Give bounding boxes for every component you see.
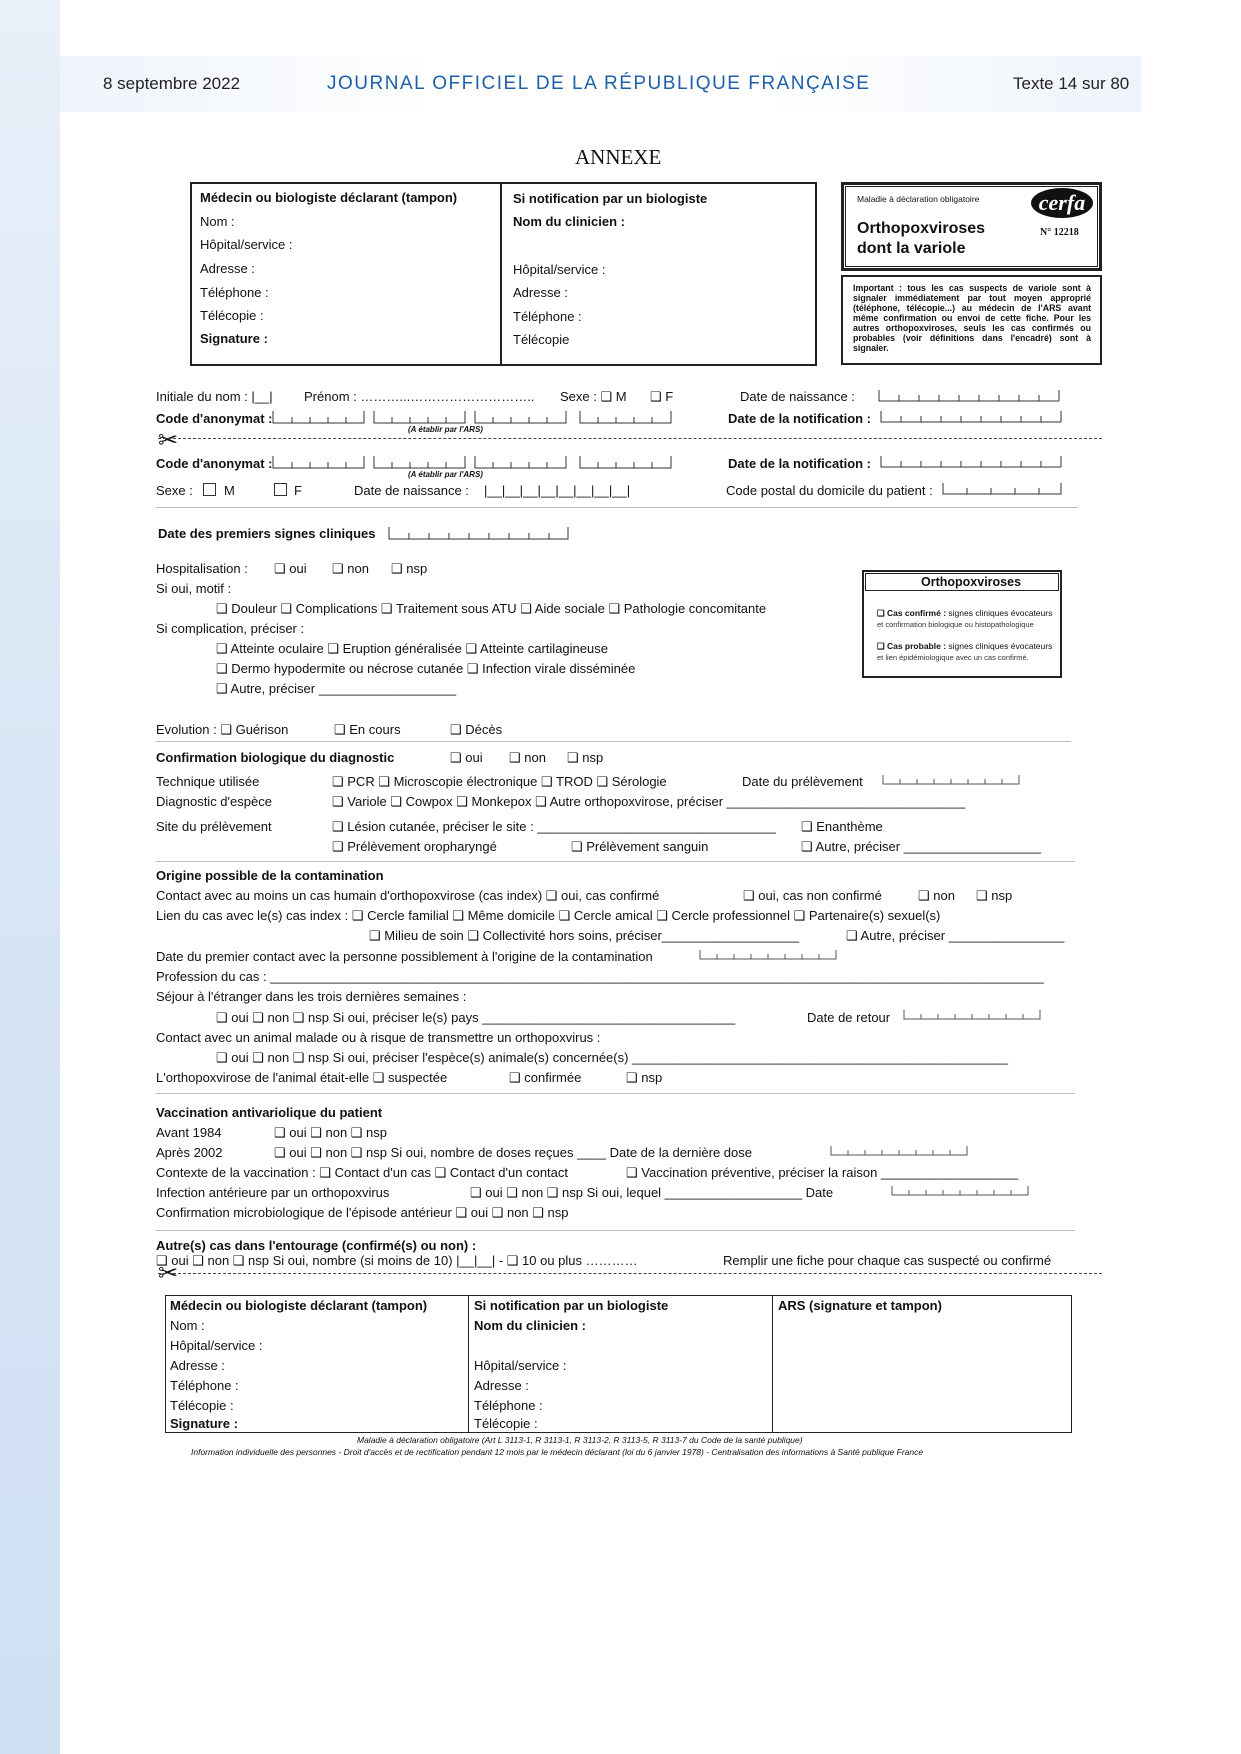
bottom-declarant-telecopie[interactable]: Télécopie :: [170, 1398, 234, 1413]
complication-label: Si complication, préciser :: [156, 621, 305, 636]
evolution-guerison[interactable]: Evolution : ❑ Guérison: [156, 722, 289, 737]
declarant-hopital[interactable]: Hôpital/service :: [200, 237, 293, 252]
origine-title: Origine possible de la contamination: [156, 868, 384, 883]
cas-confirme-text-2: et confirmation biologique ou histopathologique: [877, 620, 1034, 629]
apres-2002-options[interactable]: ❑ oui ❑ non ❑ nsp Si oui, nombre de doses reçues ____ Date de la dernière dose: [274, 1145, 752, 1160]
divider-2: [156, 741, 1071, 742]
biologiste-hopital[interactable]: Hôpital/service :: [513, 262, 606, 277]
evolution-en-cours[interactable]: ❑ En cours: [334, 722, 401, 737]
animal-confirmee[interactable]: ❑ confirmée: [509, 1070, 582, 1085]
date-retour-label: Date de retour: [807, 1010, 891, 1025]
motif-label: Si oui, motif :: [156, 581, 232, 596]
footer-line-1: Maladie à déclaration obligatoire (Art L 3113-1, R 3113-1, R 3113-2, R 3113-5, R 3113-7 du Code de la santé publique): [357, 1435, 803, 1445]
code-postal-boxes[interactable]: [942, 481, 1064, 495]
animal-options[interactable]: ❑ oui ❑ non ❑ nsp Si oui, préciser l'espèce(s) animale(s) concernée(s) ____________________________________________________: [216, 1050, 1009, 1065]
divider-4: [156, 1093, 1075, 1094]
bottom-declarant-telephone[interactable]: Téléphone :: [170, 1378, 239, 1393]
cas-confirme-text: signes cliniques évocateurs: [946, 608, 1053, 618]
profession[interactable]: Profession du cas : ___________________________________________________________________________________________________________: [156, 969, 1044, 984]
sexe-m[interactable]: Sexe : ❑ M: [560, 389, 627, 404]
contact-non-confirme[interactable]: ❑ oui, cas non confirmé: [743, 888, 882, 903]
sexe-2-m-checkbox[interactable]: [203, 483, 216, 496]
bottom-ars-title: ARS (signature et tampon): [778, 1298, 942, 1313]
code-anonymat-2: Code d'anonymat :: [156, 456, 273, 471]
bottom-biologiste-telecopie[interactable]: Télécopie :: [474, 1416, 538, 1431]
lien-cas-index[interactable]: Lien du cas avec le(s) cas index : ❑ Cercle familial ❑ Même domicile ❑ Cercle amical ❑ Cercle professionnel ❑ Partenaire(s) sexuel(s): [156, 908, 941, 923]
technique-options[interactable]: ❑ PCR ❑ Microscopie électronique ❑ TROD ❑ Sérologie: [332, 774, 667, 789]
autres-cas-title: Autre(s) cas dans l'entourage (confirmé(s) ou non) :: [156, 1238, 477, 1253]
cerfa-title-1: Orthopoxviroses: [857, 220, 986, 237]
cas-confirme-label: ❑ Cas confirmé :: [877, 608, 947, 618]
bottom-biologiste-telephone[interactable]: Téléphone :: [474, 1398, 543, 1413]
divider-5: [156, 1230, 1075, 1231]
contact-nsp[interactable]: ❑ nsp: [976, 888, 1013, 903]
site-label: Site du prélèvement: [156, 819, 272, 834]
date-prelevement-boxes[interactable]: [882, 773, 1022, 785]
prenom[interactable]: Prénom : ………...………………………..: [304, 389, 535, 404]
ars-note-2: (A établir par l'ARS): [408, 470, 483, 479]
cut-line-2: [158, 1273, 1102, 1274]
confirmation-oui[interactable]: ❑ oui: [450, 750, 483, 765]
bottom-declarant-title: Médecin ou biologiste déclarant (tampon): [170, 1298, 428, 1313]
site-lesion[interactable]: ❑ Lésion cutanée, préciser le site : _________________________________: [332, 819, 776, 834]
date-prelevement-label: Date du prélèvement: [742, 774, 863, 789]
contexte-vaccination[interactable]: Contexte de la vaccination : ❑ Contact d'un cas ❑ Contact d'un contact: [156, 1165, 569, 1180]
apres-2002-label: Après 2002: [156, 1145, 223, 1160]
definitions-title: Orthopoxviroses: [921, 575, 1022, 589]
lien-cas-index-2[interactable]: ❑ Milieu de soin ❑ Collectivité hors soins, préciser___________________: [369, 928, 800, 943]
diagnostic-label: Diagnostic d'espèce: [156, 794, 272, 809]
left-margin-strip: [0, 0, 60, 1754]
code-anonymat-1: Code d'anonymat :: [156, 411, 273, 426]
date-notification-1-label: Date de la notification :: [728, 411, 872, 426]
bottom-biologiste-title: Si notification par un biologiste: [474, 1298, 669, 1313]
infection-anterieure-options[interactable]: ❑ oui ❑ non ❑ nsp Si oui, lequel ___________________ Date: [470, 1185, 834, 1200]
sexe-f[interactable]: ❑ F: [650, 389, 674, 404]
sexe-2-f: F: [294, 483, 302, 498]
biologiste-telephone[interactable]: Téléphone :: [513, 309, 582, 324]
date-naissance-2-boxes[interactable]: |__|__|__|__|__|__|__|__|: [484, 483, 631, 498]
contact-non[interactable]: ❑ non: [918, 888, 955, 903]
date-notification-2-boxes[interactable]: [880, 454, 1062, 468]
avant-1984-label: Avant 1984: [156, 1125, 222, 1140]
confirmation-nsp[interactable]: ❑ nsp: [567, 750, 604, 765]
bottom-divider-1: [468, 1295, 469, 1433]
confirmation-microbio[interactable]: Confirmation microbiologique de l'épisode antérieur ❑ oui ❑ non ❑ nsp: [156, 1205, 569, 1220]
date-retour-boxes[interactable]: [903, 1008, 1043, 1020]
biologiste-adresse[interactable]: Adresse :: [513, 285, 568, 300]
bottom-biologiste-clinicien[interactable]: Nom du clinicien :: [474, 1318, 586, 1333]
autres-cas-options[interactable]: ❑ oui ❑ non ❑ nsp Si oui, nombre (si moins de 10) |__|__| - ❑ 10 ou plus …………: [156, 1253, 638, 1268]
bottom-table: [165, 1295, 1072, 1433]
site-oropharynge[interactable]: ❑ Prélèvement oropharyngé: [332, 839, 497, 854]
premier-contact-label: Date du premier contact avec la personne possiblement à l'origine de la contamination: [156, 949, 653, 964]
hospitalisation-non[interactable]: ❑ non: [332, 561, 369, 576]
bottom-declarant-hopital[interactable]: Hôpital/service :: [170, 1338, 263, 1353]
evolution-deces[interactable]: ❑ Décès: [450, 722, 503, 737]
date-naissance-boxes[interactable]: [878, 388, 1060, 402]
bottom-biologiste-adresse[interactable]: Adresse :: [474, 1378, 529, 1393]
technique-label: Technique utilisée: [156, 774, 260, 789]
animal-nsp[interactable]: ❑ nsp: [626, 1070, 663, 1085]
sejour-options[interactable]: ❑ oui ❑ non ❑ nsp Si oui, préciser le(s) pays ___________________________________: [216, 1010, 736, 1025]
biologiste-title: Si notification par un biologiste: [513, 191, 708, 206]
vaccination-title: Vaccination antivariolique du patient: [156, 1105, 383, 1120]
code-postal-label: Code postal du domicile du patient :: [726, 483, 933, 498]
complication-autre[interactable]: ❑ Autre, préciser ___________________: [216, 681, 457, 696]
bottom-divider-2: [772, 1295, 773, 1433]
code-anonymat-2-boxes[interactable]: [272, 454, 674, 469]
motif-options[interactable]: ❑ Douleur ❑ Complications ❑ Traitement sous ATU ❑ Aide sociale ❑ Pathologie concomitante: [216, 601, 767, 616]
lien-autre[interactable]: ❑ Autre, préciser ________________: [846, 928, 1065, 943]
animal-label: Contact avec un animal malade ou à risque de transmettre un orthopoxvirus :: [156, 1030, 601, 1045]
journal-title: JOURNAL OFFICIEL DE LA RÉPUBLIQUE FRANÇAISE: [327, 73, 871, 94]
date-naissance-label: Date de naissance :: [740, 389, 855, 404]
biologiste-telecopie[interactable]: Télécopie: [513, 332, 570, 347]
cerfa-title-2: dont la variole: [857, 240, 966, 257]
declarant-title: Médecin ou biologiste déclarant (tampon): [200, 190, 458, 205]
avant-1984-options[interactable]: ❑ oui ❑ non ❑ nsp: [274, 1125, 388, 1140]
sejour-label: Séjour à l'étranger dans les trois dernières semaines :: [156, 989, 467, 1004]
site-sanguin[interactable]: ❑ Prélèvement sanguin: [571, 839, 709, 854]
site-autre[interactable]: ❑ Autre, préciser ___________________: [801, 839, 1042, 854]
declarant-signature[interactable]: Signature :: [200, 331, 268, 346]
initiale-nom[interactable]: Initiale du nom : |__|: [156, 389, 273, 404]
bottom-biologiste-hopital[interactable]: Hôpital/service :: [474, 1358, 567, 1373]
divider-3: [156, 861, 1075, 862]
animal-suspectee[interactable]: L'orthopoxvirose de l'animal était-elle ❑ suspectée: [156, 1070, 448, 1085]
sexe-2-label: Sexe :: [156, 483, 193, 498]
premiers-signes-boxes[interactable]: [388, 525, 570, 540]
date-notification-2-label: Date de la notification :: [728, 456, 872, 471]
derniere-dose-boxes[interactable]: [830, 1144, 970, 1156]
complication-options-2[interactable]: ❑ Dermo hypodermite ou nécrose cutanée ❑ Infection virale disséminée: [216, 661, 636, 676]
date-notification-1-boxes[interactable]: [880, 409, 1062, 423]
annexe-title: ANNEXE: [575, 145, 662, 169]
confirmation-non[interactable]: ❑ non: [509, 750, 546, 765]
bottom-declarant-signature[interactable]: Signature :: [170, 1416, 238, 1431]
declarant-nom[interactable]: Nom :: [200, 214, 235, 229]
biologiste-clinicien[interactable]: Nom du clinicien :: [513, 214, 625, 229]
diagnostic-options[interactable]: ❑ Variole ❑ Cowpox ❑ Monkepox ❑ Autre orthopoxvirose, préciser _________________________________: [332, 794, 966, 809]
cerfa-mdo: Maladie à déclaration obligatoire: [857, 194, 980, 204]
confirmation-title: Confirmation biologique du diagnostic: [156, 750, 395, 765]
header-date: 8 septembre 2022: [103, 74, 241, 93]
bottom-declarant-adresse[interactable]: Adresse :: [170, 1358, 225, 1373]
hospitalisation-oui[interactable]: ❑ oui: [274, 561, 307, 576]
site-enantheme[interactable]: ❑ Enanthème: [801, 819, 883, 834]
remplir-fiche: Remplir une fiche pour chaque cas suspecté ou confirmé: [723, 1253, 1052, 1268]
cerfa-logo: cerfa: [1031, 188, 1093, 218]
ars-note-1: (A établir par l'ARS): [408, 425, 483, 434]
cut-line-1: [158, 438, 1102, 439]
infection-date-boxes[interactable]: [891, 1184, 1031, 1196]
contact-cas-index[interactable]: Contact avec au moins un cas humain d'orthopoxvirose (cas index) ❑ oui, cas confirmé: [156, 888, 660, 903]
page-number: Texte 14 sur 80: [1013, 74, 1130, 93]
bottom-declarant-nom[interactable]: Nom :: [170, 1318, 205, 1333]
cas-probable-label: ❑ Cas probable :: [877, 641, 947, 651]
complication-options-1[interactable]: ❑ Atteinte oculaire ❑ Eruption généralisée ❑ Atteinte cartilagineuse: [216, 641, 608, 656]
code-anonymat-1-boxes[interactable]: [272, 409, 674, 424]
vaccination-preventive[interactable]: ❑ Vaccination préventive, préciser la raison ___________________: [626, 1165, 1019, 1180]
hospitalisation-label: Hospitalisation :: [156, 561, 248, 576]
premiers-signes-label: Date des premiers signes cliniques: [158, 526, 376, 541]
footer-line-2: Information individuelle des personnes - Droit d'accès et de rectification pendant 12 mois par le médecin déclarant (loi du 6 janvier 1978) - Centralisation des informations à Santé publique France: [191, 1447, 924, 1457]
infection-anterieure-label: Infection antérieure par un orthopoxvirus: [156, 1185, 390, 1200]
premier-contact-boxes[interactable]: [699, 948, 839, 960]
cas-probable-text: signes cliniques évocateurs: [946, 641, 1053, 651]
important-text: Important : tous les cas suspects de variole sont à signaler immédiatement par tout moyen approprié (téléphone, télécopie...) au médecin de l'ARS avant même confirmation ou envoi de cette fiche. Pour les autres orthopoxviroses, seuls les cas confirmés ou probables (voir définitions dans l'encadré) sont à signaler.: [853, 283, 1091, 353]
declarant-adresse[interactable]: Adresse :: [200, 261, 255, 276]
divider-1: [156, 507, 1078, 508]
declarant-telecopie[interactable]: Télécopie :: [200, 308, 264, 323]
cerfa-number: N° 12218: [1040, 227, 1079, 238]
scissors-icon: ✂: [158, 427, 179, 454]
declarant-telephone[interactable]: Téléphone :: [200, 285, 269, 300]
sexe-2-m: M: [224, 483, 235, 498]
date-naissance-2: Date de naissance :: [354, 483, 469, 498]
cas-probable-text-2: et lien épidémiologique avec un cas confirmé.: [877, 653, 1029, 662]
scissors-icon: ✂: [158, 1260, 179, 1287]
sexe-2-f-checkbox[interactable]: [274, 483, 287, 496]
hospitalisation-nsp[interactable]: ❑ nsp: [391, 561, 428, 576]
